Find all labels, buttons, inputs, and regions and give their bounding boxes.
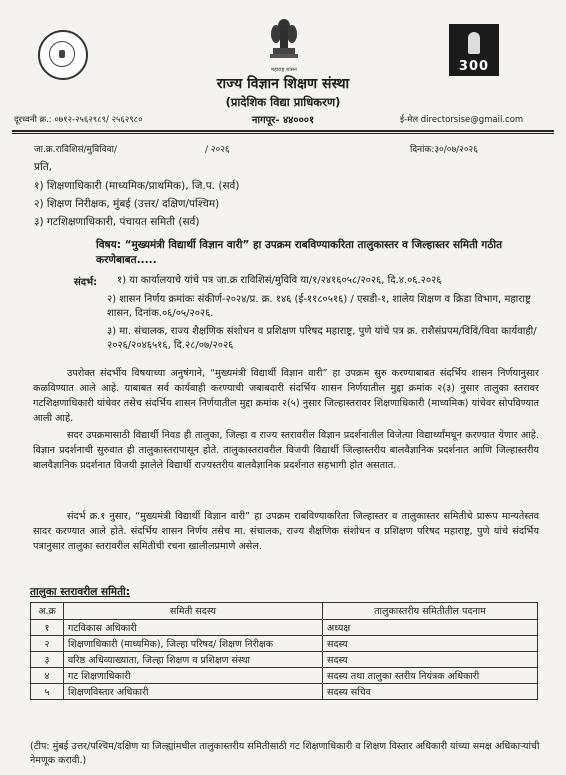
table-header-row (31, 603, 538, 620)
row-serial: ५ (31, 684, 64, 700)
recipient-1: १) शिक्षणाधिकारी (माध्यमिक/प्राथमिक), जि.प. (सर्व) (34, 180, 240, 192)
recipient-2: २) शिक्षण निरीक्षक, मुंबई (उत्तर/ दक्षिण/पश्चिम) (34, 198, 220, 210)
emblem-caption: महाराष्ट्र शासन (271, 67, 297, 73)
row-member: शिक्षणविस्तार अधिकारी (64, 684, 323, 700)
row-member: वरिष्ठ अधिव्याख्याता, जिल्हा शिक्षण व प्रशिक्षण संस्था (64, 652, 323, 668)
state-emblem-icon (265, 12, 303, 66)
reference-item-1: १) या कार्यालयाचे यांचे पत्र जा.क्र राविशिसं/मुविवि या/१/२४१६०५८/२०२६, दि.४.०६.२०२६ (117, 275, 442, 286)
header-divider-thin (12, 133, 554, 134)
column-header-designation: तालुकास्तरीय समितीतील पदनाम (323, 603, 538, 620)
email-address: ई-मेल directorsise@gmail.com (400, 115, 524, 125)
institute-seal-icon (38, 30, 88, 80)
row-member: शिक्षणाधिकारी (माध्यमिक), जिल्हा परिषद/ शिक्षण निरीक्षक (64, 636, 323, 652)
reference-year: / २०२६ (205, 145, 230, 155)
row-serial: ३ (31, 652, 64, 668)
column-header-member: समिती सदस्य (64, 603, 323, 620)
row-serial: ४ (31, 668, 64, 684)
anniversary-logo-icon (449, 24, 499, 76)
row-serial: १ (31, 620, 64, 636)
recipient-3: ३) गटशिक्षणाधिकारी, पंचायत समिती (सर्व) (34, 216, 200, 228)
committee-table (30, 602, 538, 700)
letter-date: दिनांक:३०/०७/२०२६ (410, 145, 478, 155)
row-member: गट शिक्षणाधिकारी (64, 668, 323, 684)
institute-name: राज्य विज्ञान शिक्षण संस्था (216, 76, 350, 92)
reference-item-3: ३) मा. संचालक, राज्य शैक्षणिक संशोधन व प्रशिक्षण परिषद महाराष्ट्र, पुणे यांचे पत्र क्र. राशैसंप्रपम/विवि/विवा कार्यवाही/२०२६/२०४६५१६, दि.२८/०७/२०२६ (107, 326, 537, 351)
row-member: गटविकास अधिकारी (64, 620, 323, 636)
body-paragraph-2: सदर उपक्रमासाठी विद्यार्थी निवड ही तालुका, जिल्हा व राज्य स्तरावरील विज्ञान प्रदर्शनातील विजेत्या विद्यार्थ्यांमधून करण्यात येणार आहे. विज्ञान प्रदर्शनाची सुरुवात ही तालुकास्तरापासून होते. तालुकास्तरावरील विजयी विद्यार्थी जिल्हास्तरीय बालवैज्ञानिक प्रदर्शनात आणि जिल्हास्तरीय बालवैज्ञानिक प्रदर्शनात विजयी झालेले विद्यार्थी राज्यस्तरीय बालवैज्ञानिक प्रदर्शनात सहभागी होत असतात. (33, 430, 539, 471)
row-designation: सदस्य (323, 636, 538, 652)
table-row (31, 652, 538, 668)
committee-title: तालुका स्तरावरील समिती: (30, 586, 130, 598)
column-header-serial: अ.क्र (31, 603, 64, 620)
references-label: संदर्भ: (74, 277, 98, 288)
logo-number: 300 (458, 59, 490, 74)
row-designation: सदस्य सचिव (323, 684, 538, 700)
phone-number: दूरध्वनी क्र.: ०७१२-२५६२९८९/ २५६२९८० (14, 115, 143, 125)
reference-item-2: २) शासन निर्णय क्रमांकः संकीर्ण-२०२४/प्र. क्र. १४६ (ई-११८०५१६) / एसडी-१, शालेय शिक्षण व क्रिडा विभाग, महाराष्ट्र शासन, दिनांक.०६/०५/२०२६. (107, 294, 531, 319)
body-paragraph-1: उपरोक्त संदर्भीय विषयाच्या अनुषंगाने, “मुख्यमंत्री विद्यार्थी विज्ञान वारी” हा उपक्रम सुरु करण्याबाबत संदर्भिय शासन निर्णयानुसार कळविण्यात आले आहे. याबाबत सर्व कार्यवाही करण्याची जबाबदारी संदर्भिय शासन निर्णयातील मुद्दा क्रमांक २(३) नुसार तालुका स्तरावर गटशिक्षणाधिकारी यांचेवर तसेच संदर्भिय शासन निर्णयातील मुद्दा क्रमांक २(५) नुसार जिल्हास्तरावर शिक्षणाधिकारी (माध्यमिक) यांचेवर सोपविण्यात आली आहे. (33, 368, 539, 424)
reference-number: जा.क्र.राविशिसं/मुविविवा/ (34, 145, 117, 155)
committee-note: (टीप: मुंबई उत्तर/पश्चिम/दक्षिण या जिल्ह्यांमधील तालुकास्तरीय समितीसाठी गट शिक्षणाधिकारी व शिक्षण विस्तार अधिकारी यांच्या समक्ष अधिकाऱ्यांची नेमणूक करावी.) (30, 741, 540, 766)
table-row (31, 620, 538, 636)
table-row (31, 636, 538, 652)
recipient-salutation: प्रति, (34, 161, 53, 173)
header-divider (12, 130, 554, 132)
subject-line: विषय: “मुख्यमंत्री विद्यार्थी विज्ञान वारी” हा उपक्रम राबविण्याकरिता तालुकास्तर व जिल्हास्तर समिती गठीत करणेबाबत..... (96, 239, 503, 266)
table-row (31, 668, 538, 684)
row-designation: अध्यक्ष (323, 620, 538, 636)
row-designation: सदस्य (323, 652, 538, 668)
city-pincode: नागपूर- ४४०००१ (251, 115, 315, 126)
body-paragraph-3: संदर्भ क्र.१ नुसार, “मुख्यमंत्री विद्यार्थी विज्ञान वारी” हा उपक्रम राबविण्याकरिता जिल्हास्तर व तालुकास्तर समितीचे प्रारूप मान्यतेस्तव सादर करण्यात आले होते. संदर्भिय शासन निर्णय तसेच मा. संचालक, राज्य शैक्षणिक संशोधन व प्रशिक्षण परिषद महाराष्ट्र, पुणे यांचे संदर्भिय पत्रानुसार तालुका स्तरावरील समितीची रचना खालीलप्रमाणे असेल. (33, 511, 539, 552)
table-row (31, 684, 538, 700)
authority-name: (प्रादेशिक विद्या प्राधिकरण) (225, 95, 341, 109)
row-designation: सदस्य तथा तालुका स्तरीय नियंत्रक अधिकारी (323, 668, 538, 684)
row-serial: २ (31, 636, 64, 652)
